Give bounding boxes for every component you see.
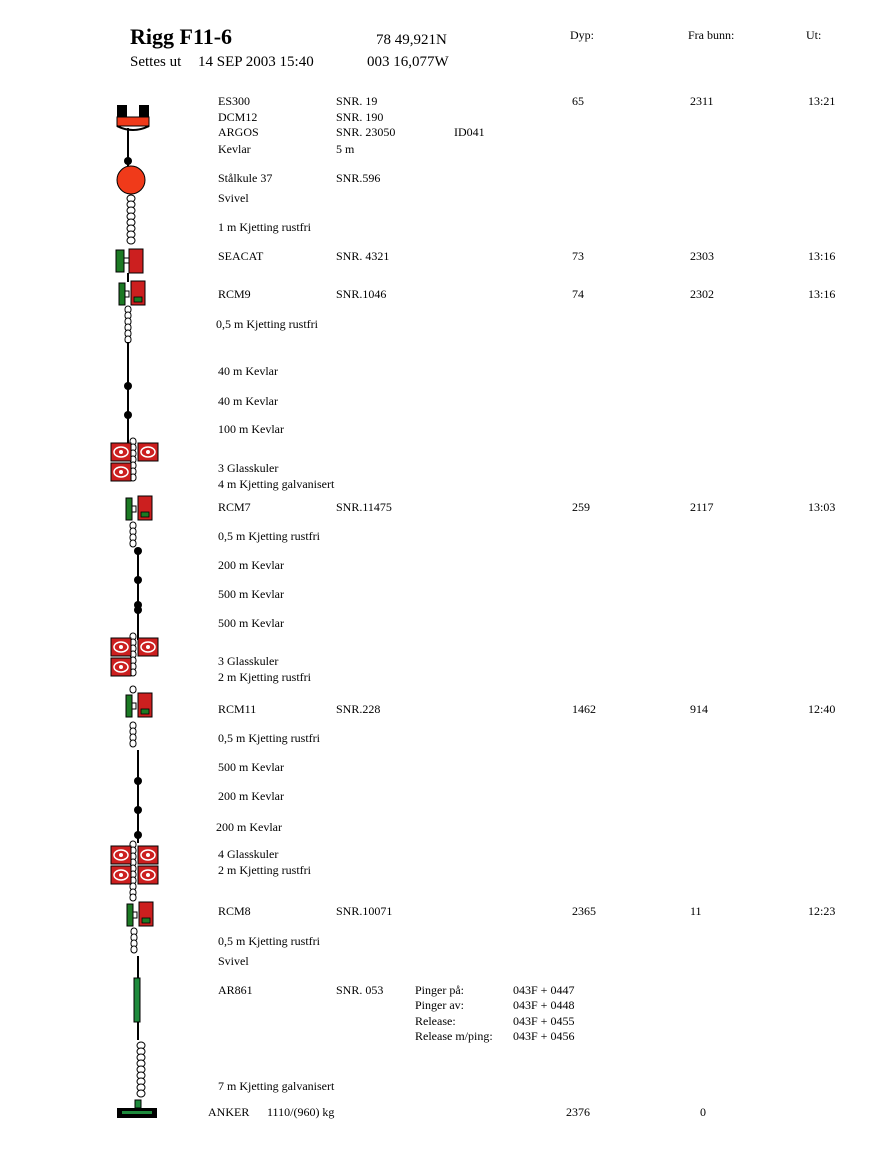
item-name: DCM12: [218, 110, 258, 124]
instrument-green-part: [119, 283, 125, 305]
instrument-green-part: [116, 250, 124, 272]
page-title: Rigg F11-6: [130, 24, 233, 49]
item-serial: SNR. 4321: [336, 249, 390, 263]
release-code: 043F + 0448: [513, 998, 575, 1012]
instrument-sensor: [134, 297, 142, 302]
release-code: 043F + 0456: [513, 1029, 575, 1043]
item-name: 4 Glasskuler: [218, 847, 279, 861]
item-out-time: 13:03: [808, 500, 836, 514]
item-name: 3 Glasskuler: [218, 461, 279, 475]
item-from-bottom: 0: [700, 1105, 706, 1119]
glass-ball-center: [119, 470, 123, 474]
item-name: 7 m Kjetting galvanisert: [218, 1079, 335, 1093]
item-name: ARGOS: [218, 125, 259, 139]
item-serial: SNR.10071: [336, 904, 393, 918]
instrument-sensor: [141, 709, 149, 714]
item-depth: 2365: [572, 904, 596, 918]
instrument-green-part: [126, 498, 132, 520]
chain-link: [127, 237, 135, 244]
item-name: 100 m Kevlar: [218, 422, 284, 436]
item-name: 40 m Kevlar: [218, 364, 278, 378]
instrument-sensor: [141, 512, 149, 517]
release-code-label: Release m/ping:: [415, 1029, 493, 1043]
instrument-clamp: [133, 912, 137, 918]
item-from-bottom: 11: [690, 904, 702, 918]
chain-link: [130, 686, 136, 693]
item-out-time: 13:16: [808, 287, 836, 301]
item-name: Stålkule 37: [218, 171, 273, 185]
item-name: 0,5 m Kjetting rustfri: [216, 317, 318, 331]
item-serial: SNR.11475: [336, 500, 392, 514]
steel-float-ball: [117, 166, 145, 194]
item-name: Svivel: [218, 191, 249, 205]
item-id: ID041: [454, 125, 485, 139]
instrument-clamp: [132, 703, 136, 709]
release-code: 043F + 0447: [513, 983, 575, 997]
item-depth: 1462: [572, 702, 596, 716]
item-name: 3 Glasskuler: [218, 654, 279, 668]
item-name: 0,5 m Kjetting rustfri: [218, 934, 320, 948]
glass-ball-center: [119, 665, 123, 669]
item-name: 500 m Kevlar: [218, 760, 284, 774]
glass-ball-center: [146, 853, 150, 857]
item-name: ANKER: [208, 1105, 250, 1119]
item-name: 200 m Kevlar: [218, 558, 284, 572]
item-from-bottom: 2117: [690, 500, 714, 514]
glass-ball-center: [146, 645, 150, 649]
line-joint: [134, 777, 142, 785]
item-name: 500 m Kevlar: [218, 616, 284, 630]
instrument-clamp: [132, 506, 136, 512]
line-joint: [124, 411, 132, 419]
glass-ball-center: [146, 873, 150, 877]
item-name: 4 m Kjetting galvanisert: [218, 477, 335, 491]
item-serial: SNR. 190: [336, 110, 384, 124]
glass-ball-center: [119, 450, 123, 454]
item-name: RCM8: [218, 904, 251, 918]
chain-link: [131, 946, 137, 953]
item-serial: SNR.1046: [336, 287, 387, 301]
item-serial: SNR.596: [336, 171, 381, 185]
item-out-time: 12:40: [808, 702, 836, 716]
col-depth-header: Dyp:: [570, 28, 594, 42]
deployed-label: Settes ut: [130, 54, 182, 70]
item-serial: SNR. 19: [336, 94, 378, 108]
item-from-bottom: 914: [690, 702, 708, 716]
buoy-bottom-curve: [117, 126, 149, 130]
glass-ball-center: [146, 450, 150, 454]
anchor-shackle: [135, 1100, 141, 1108]
line-joint: [134, 576, 142, 584]
item-name: 40 m Kevlar: [218, 394, 278, 408]
glass-ball-center: [119, 873, 123, 877]
item-out-time: 13:21: [808, 94, 836, 108]
item-depth: 65: [572, 94, 584, 108]
item-name: Kevlar: [218, 142, 251, 156]
instrument-sensor: [142, 918, 150, 923]
glass-ball-center: [119, 853, 123, 857]
longitude: 003 16,077W: [367, 54, 449, 70]
chain-link: [125, 336, 131, 343]
release-code: 043F + 0455: [513, 1014, 575, 1028]
line-joint: [134, 831, 142, 839]
anchor-weight: 1110/(960) kg: [267, 1105, 335, 1119]
item-name: 0,5 m Kjetting rustfri: [218, 731, 320, 745]
item-name: RCM7: [218, 500, 251, 514]
item-name: Svivel: [218, 954, 249, 968]
release-code-label: Release:: [415, 1014, 456, 1028]
item-from-bottom: 2303: [690, 249, 714, 263]
buoy-red-band: [117, 117, 149, 126]
instrument-green-part: [127, 904, 133, 926]
instrument-clamp: [124, 258, 129, 263]
chain-link: [137, 1090, 145, 1097]
line-joint: [124, 157, 132, 165]
chain-link: [130, 740, 136, 747]
item-depth: 259: [572, 500, 590, 514]
item-name: 200 m Kevlar: [218, 789, 284, 803]
item-from-bottom: 2311: [690, 94, 714, 108]
buoy-top-left: [117, 105, 127, 117]
glass-ball-center: [119, 645, 123, 649]
item-from-bottom: 2302: [690, 287, 714, 301]
item-name: 2 m Kjetting rustfri: [218, 670, 311, 684]
instrument-red-part: [129, 249, 143, 273]
col-out-header: Ut:: [806, 28, 822, 42]
item-name: SEACAT: [218, 249, 264, 263]
item-name: AR861: [218, 983, 253, 997]
item-name: ES300: [218, 94, 251, 108]
chain-link: [130, 540, 136, 547]
item-serial: SNR.228: [336, 702, 381, 716]
item-name: 0,5 m Kjetting rustfri: [218, 529, 320, 543]
item-depth: 2376: [566, 1105, 590, 1119]
item-depth: 73: [572, 249, 584, 263]
release-code-label: Pinger på:: [415, 983, 464, 997]
deployed-datetime: 14 SEP 2003 15:40: [198, 54, 314, 70]
line-joint: [134, 547, 142, 555]
item-name: 500 m Kevlar: [218, 587, 284, 601]
chain-link: [130, 894, 136, 901]
instrument-green-part: [126, 695, 132, 717]
item-serial: 5 m: [336, 142, 355, 156]
item-name: RCM9: [218, 287, 251, 301]
anchor-stripe: [122, 1111, 152, 1114]
acoustic-release: [134, 978, 140, 1022]
latitude: 78 49,921N: [376, 32, 447, 48]
line-joint: [124, 382, 132, 390]
release-code-label: Pinger av:: [415, 998, 464, 1012]
item-serial: SNR. 23050: [336, 125, 396, 139]
instrument-clamp: [125, 291, 129, 297]
item-out-time: 13:16: [808, 249, 836, 263]
item-name: 200 m Kevlar: [216, 820, 282, 834]
line-joint: [134, 806, 142, 814]
col-from-bottom-header: Fra bunn:: [688, 28, 735, 42]
item-depth: 74: [572, 287, 584, 301]
buoy-top-right: [139, 105, 149, 117]
item-out-time: 12:23: [808, 904, 836, 918]
item-name: 1 m Kjetting rustfri: [218, 220, 311, 234]
item-name: RCM11: [218, 702, 257, 716]
item-serial: SNR. 053: [336, 983, 384, 997]
line-joint: [134, 606, 142, 614]
item-name: 2 m Kjetting rustfri: [218, 863, 311, 877]
